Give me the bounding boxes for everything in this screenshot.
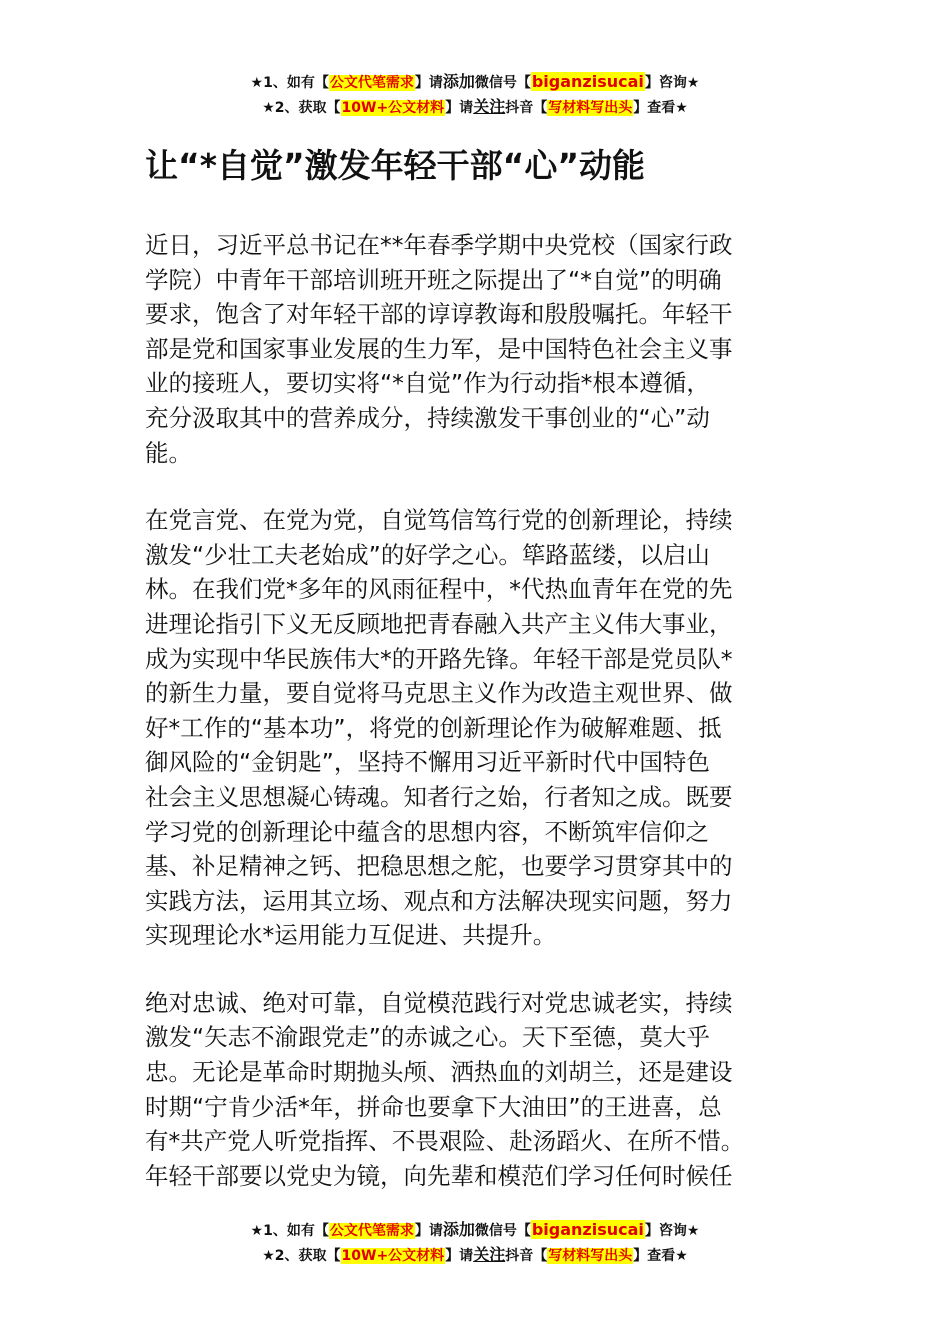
highlight-douyin: 写材料写出头 (548, 100, 633, 116)
text-line: 在党言党、在党为党，自觉笃信笃行党的创新理论，持续 (145, 506, 733, 535)
banner-line-1: ★1、如有【公文代笔需求】请添加微信号【biganzisucai】咨询★ (250, 1220, 700, 1239)
text-line: 部是党和国家事业发展的生力军，是中国特色社会主义事 (145, 334, 733, 363)
text-line: 实现理论水*运用能力互促进、共提升。 (145, 921, 557, 950)
text-line: 实践方法，运用其立场、观点和方法解决现实问题，努力 (145, 886, 733, 915)
paragraph-3 (145, 986, 800, 1194)
highlight-douyin: 写材料写出头 (548, 1248, 633, 1264)
highlight-materials: 10W+公文材料 (341, 1248, 445, 1264)
text-line: 学院）中青年干部培训班开班之际提出了“*自觉”的明确 (145, 265, 722, 294)
text-line: 激发“少壮工夫老始成”的好学之心。筚路蓝缕，以启山 (145, 540, 710, 569)
text-line: 好*工作的“基本功”，将党的创新理论作为破解难题、抵 (145, 713, 722, 742)
text-line: 的新生力量，要自觉将马克思主义作为改造主观世界、做 (145, 679, 733, 708)
text-line: 年轻干部要以党史为镜，向先辈和模范们学习任何时候任 (145, 1161, 733, 1190)
header-banner (0, 70, 950, 120)
text-line: 林。在我们党*多年的风雨征程中，*代热血青年在党的先 (145, 575, 733, 604)
banner-line-1: ★1、如有【公文代笔需求】请添加微信号【biganzisucai】咨询★ (250, 72, 700, 91)
text-line: 近日，习近平总书记在**年春季学期中央党校（国家行政 (145, 231, 733, 259)
highlight-service: 公文代笔需求 (329, 1223, 414, 1239)
highlight-materials: 10W+公文材料 (341, 100, 445, 116)
text-line: 有*共产党人听党指挥、不畏艰险、赴汤蹈火、在所不惜。 (145, 1127, 745, 1156)
highlight-wechat-id: biganzisucai (531, 72, 644, 91)
text-line: 学习党的创新理论中蕴含的思想内容，不断筑牢信仰之 (145, 817, 709, 846)
paragraph-1 (145, 228, 800, 470)
text-line: 成为实现中华民族伟大*的开路先锋。年轻干部是党员队* (145, 644, 733, 673)
text-line: 基、补足精神之钙、把稳思想之舵，也要学习贯穿其中的 (145, 852, 733, 881)
document-body (145, 228, 800, 1226)
text-line: 时期“宁肯少活*年，拼命也要拿下大油田”的王进喜，总 (145, 1092, 722, 1121)
text-line: 绝对忠诚、绝对可靠，自觉模范践行对党忠诚老实，持续 (145, 988, 733, 1017)
footer-banner (0, 1218, 950, 1268)
text-line: 业的接班人，要切实将“*自觉”作为行动指*根本遵循， (145, 369, 710, 398)
text-line: 社会主义思想凝心铸魂。知者行之始，行者知之成。既要 (145, 782, 733, 811)
highlight-service: 公文代笔需求 (329, 75, 414, 91)
text-line: 御风险的“金钥匙”，坚持不懈用习近平新时代中国特色 (145, 748, 710, 777)
document-title: 让“*自觉”激发年轻干部“心”动能 (145, 146, 646, 185)
text-line: 充分汲取其中的营养成分，持续激发干事创业的“心”动 (145, 403, 710, 432)
banner-line-2: ★2、获取【10W+公文材料】请关注抖音【写材料写出头】查看★ (262, 1245, 688, 1264)
text-line: 能。 (145, 438, 192, 467)
paragraph-2 (145, 503, 800, 953)
text-line: 进理论指引下义无反顾地把青春融入共产主义伟大事业， (145, 609, 733, 638)
text-line: 忠。无论是革命时期抛头颅、洒热血的刘胡兰，还是建设 (145, 1058, 733, 1087)
banner-line-2: ★2、获取【10W+公文材料】请关注抖音【写材料写出头】查看★ (262, 97, 688, 116)
highlight-wechat-id: biganzisucai (531, 1220, 644, 1239)
text-line: 激发“矢志不渝跟党走”的赤诚之心。天下至德，莫大乎 (145, 1023, 710, 1052)
text-line: 要求，饱含了对年轻干部的谆谆教诲和殷殷嘱托。年轻干 (145, 300, 733, 329)
